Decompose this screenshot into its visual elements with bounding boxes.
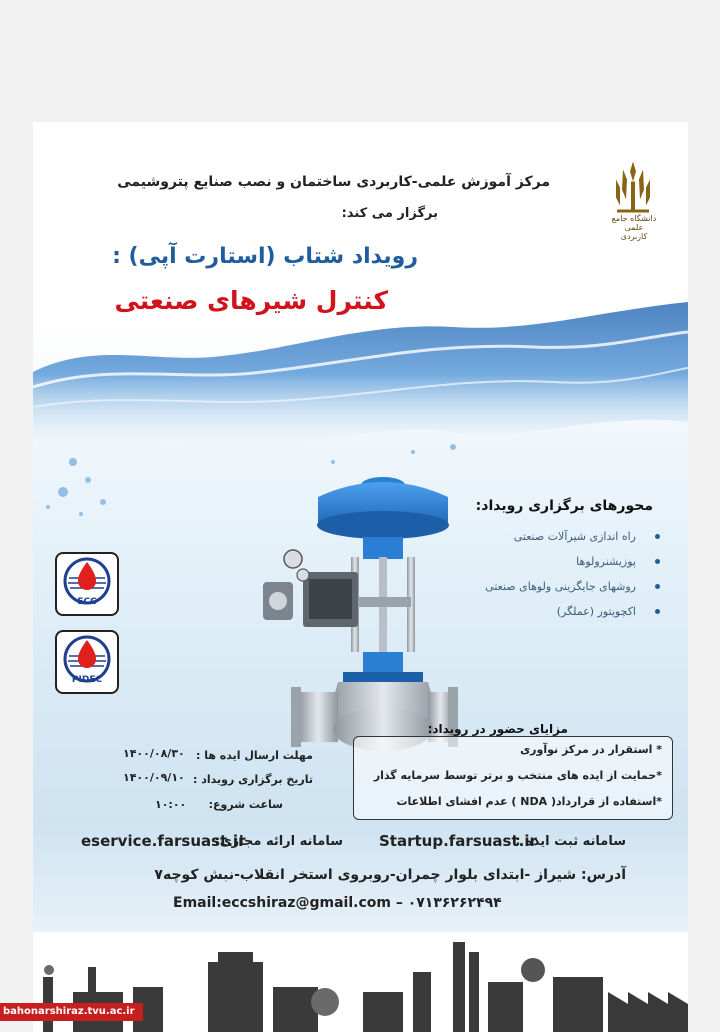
poster: [33, 122, 688, 1032]
list-item: روشهای جایگزینی ولوهای صنعتی: [430, 574, 660, 599]
list-item: راه اندازی شیرآلات صنعتی: [430, 524, 660, 549]
start-time-value: ۱۰:۰۰: [155, 798, 187, 811]
holds-text: برگزار می کند:: [341, 206, 438, 221]
deadline-value: ۱۴۰۰/۰۸/۳۰: [123, 747, 185, 760]
bullet-icon: [655, 534, 660, 539]
virtual-portal-label: سامانه ارائه مجازی:: [214, 834, 343, 849]
bullet-icon: [655, 609, 660, 614]
start-time-label: ساعت شروع:: [208, 798, 283, 811]
advantage-item: * استقرار در مرکز نوآوری: [520, 743, 662, 756]
ecc-logo-text: ECC: [77, 597, 97, 607]
organizer-text: مرکز آموزش علمی-کاربردی ساختمان و نصب صنایع پتروشیمی: [117, 174, 550, 190]
event-topic: کنترل شیرهای صنعتی: [114, 286, 388, 315]
event-title: رویداد شتاب (استارت آپی) :: [112, 244, 418, 269]
axes-list: [430, 524, 660, 624]
ecc-logo: [55, 552, 119, 616]
idea-portal-label: سامانه ثبت ایده :: [515, 834, 626, 849]
virtual-portal-url[interactable]: eservice.farsuast.ir: [81, 832, 246, 850]
advantage-item: *حمایت از ایده های منتخب و برتر توسط سرمایه گذار: [373, 769, 662, 782]
advantages-box: [353, 736, 673, 820]
idea-portal-url[interactable]: Startup.farsuast.ir: [379, 832, 537, 850]
contact-text: Email:eccshiraz@gmail.com – ۰۷۱۳۶۲۶۲۴۹۴: [173, 895, 502, 911]
website-ticker[interactable]: bahonarshiraz.tvu.ac.ir: [0, 1003, 143, 1021]
axes-title: محورهای برگزاری رویداد:: [475, 498, 653, 514]
deadline-label: مهلت ارسال ایده ها :: [195, 749, 313, 762]
event-date-label: تاریخ برگزاری رویداد :: [192, 773, 313, 786]
event-date-value: ۱۴۰۰/۰۹/۱۰: [123, 771, 185, 784]
list-item: اکچویتور (عملگر): [430, 599, 660, 624]
list-item: پوزیشنرولوها: [430, 549, 660, 574]
university-logo-caption: دانشگاه جامع علمی کاربردی: [611, 214, 657, 241]
pidec-logo-text: PIDEC: [71, 675, 103, 685]
bullet-icon: [655, 584, 660, 589]
advantage-item: *استفاده از قرارداد( NDA ) عدم افشای اطلاعات: [396, 795, 662, 808]
pidec-logo: [55, 630, 119, 694]
bullet-icon: [655, 559, 660, 564]
address-text: آدرس: شیراز -ابتدای بلوار چمران-روبروی استخر انقلاب-نبش کوچه۷: [154, 867, 626, 883]
advantages-title: مزایای حضور در رویداد:: [427, 722, 568, 736]
